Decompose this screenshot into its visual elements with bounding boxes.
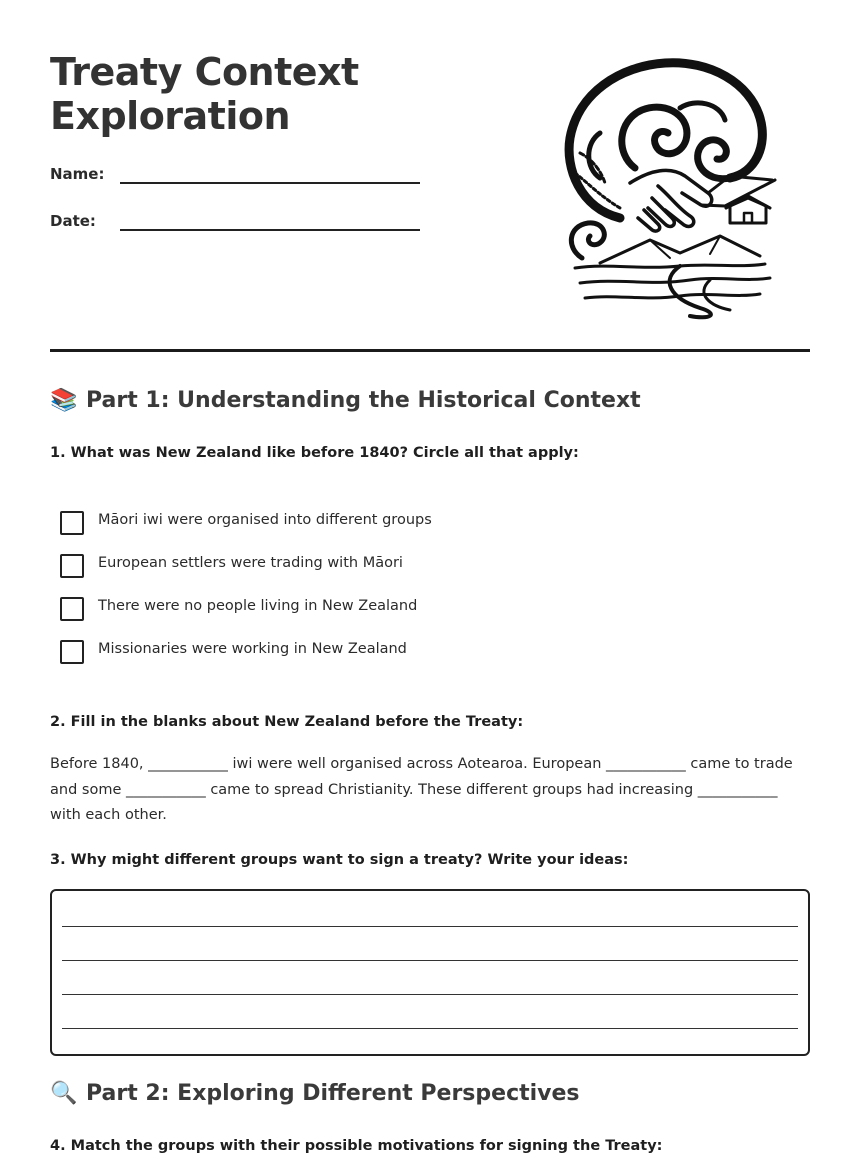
page-title xyxy=(50,50,470,138)
q1-option-2-checkbox[interactable] xyxy=(60,554,84,578)
q1-option-4[interactable] xyxy=(60,640,760,664)
magnifying-glass-icon: 🔍 xyxy=(50,1081,78,1106)
q1-option-4-checkbox[interactable] xyxy=(60,640,84,664)
fill-in-blanks-paragraph[interactable]: Before 1840, ___________ iwi were well organised across Aotearoa. European ___________ came to trade and some ___________ came to spread Christianity. These different groups had increasing ___________ with each other. xyxy=(50,756,793,823)
part2-heading-text: Part 2: Exploring Different Perspectives xyxy=(86,1081,580,1106)
q1-option-4-label: Missionaries were working in New Zealand xyxy=(98,641,407,657)
date-field[interactable] xyxy=(50,212,470,242)
q1-option-2[interactable] xyxy=(60,554,760,578)
q1-option-2-label: European settlers were trading with Māori xyxy=(98,555,403,571)
name-field[interactable] xyxy=(50,165,470,195)
part1-heading-text: Part 1: Understanding the Historical Context xyxy=(86,388,641,413)
answer-line[interactable] xyxy=(62,1028,798,1029)
q1-option-3-checkbox[interactable] xyxy=(60,597,84,621)
koru-handshake-landscape-illustration xyxy=(560,58,790,323)
name-blank-line[interactable] xyxy=(120,182,420,184)
question-1: 1. What was New Zealand like before 1840? Circle all that apply: xyxy=(50,445,579,461)
q1-option-1-checkbox[interactable] xyxy=(60,511,84,535)
part2-heading xyxy=(50,1081,810,1106)
title-line-2: Exploration xyxy=(50,94,291,138)
question-4: 4. Match the groups with their possible motivations for signing the Treaty: xyxy=(50,1138,663,1154)
q1-option-1[interactable] xyxy=(60,511,760,535)
question-2: 2. Fill in the blanks about New Zealand before the Treaty: xyxy=(50,714,524,730)
header-divider xyxy=(50,349,810,352)
q3-answer-box[interactable] xyxy=(50,889,810,1056)
answer-line[interactable] xyxy=(62,926,798,927)
q1-option-1-label: Māori iwi were organised into different groups xyxy=(98,512,432,528)
date-label: Date: xyxy=(50,212,96,230)
question-3: 3. Why might different groups want to sign a treaty? Write your ideas: xyxy=(50,852,629,868)
books-icon: 📚 xyxy=(50,388,78,413)
title-line-1: Treaty Context xyxy=(50,50,359,94)
date-blank-line[interactable] xyxy=(120,229,420,231)
name-label: Name: xyxy=(50,165,105,183)
answer-line[interactable] xyxy=(62,960,798,961)
q1-option-3[interactable] xyxy=(60,597,760,621)
q1-option-3-label: There were no people living in New Zealand xyxy=(98,598,418,614)
answer-line[interactable] xyxy=(62,994,798,995)
part1-heading xyxy=(50,388,810,413)
